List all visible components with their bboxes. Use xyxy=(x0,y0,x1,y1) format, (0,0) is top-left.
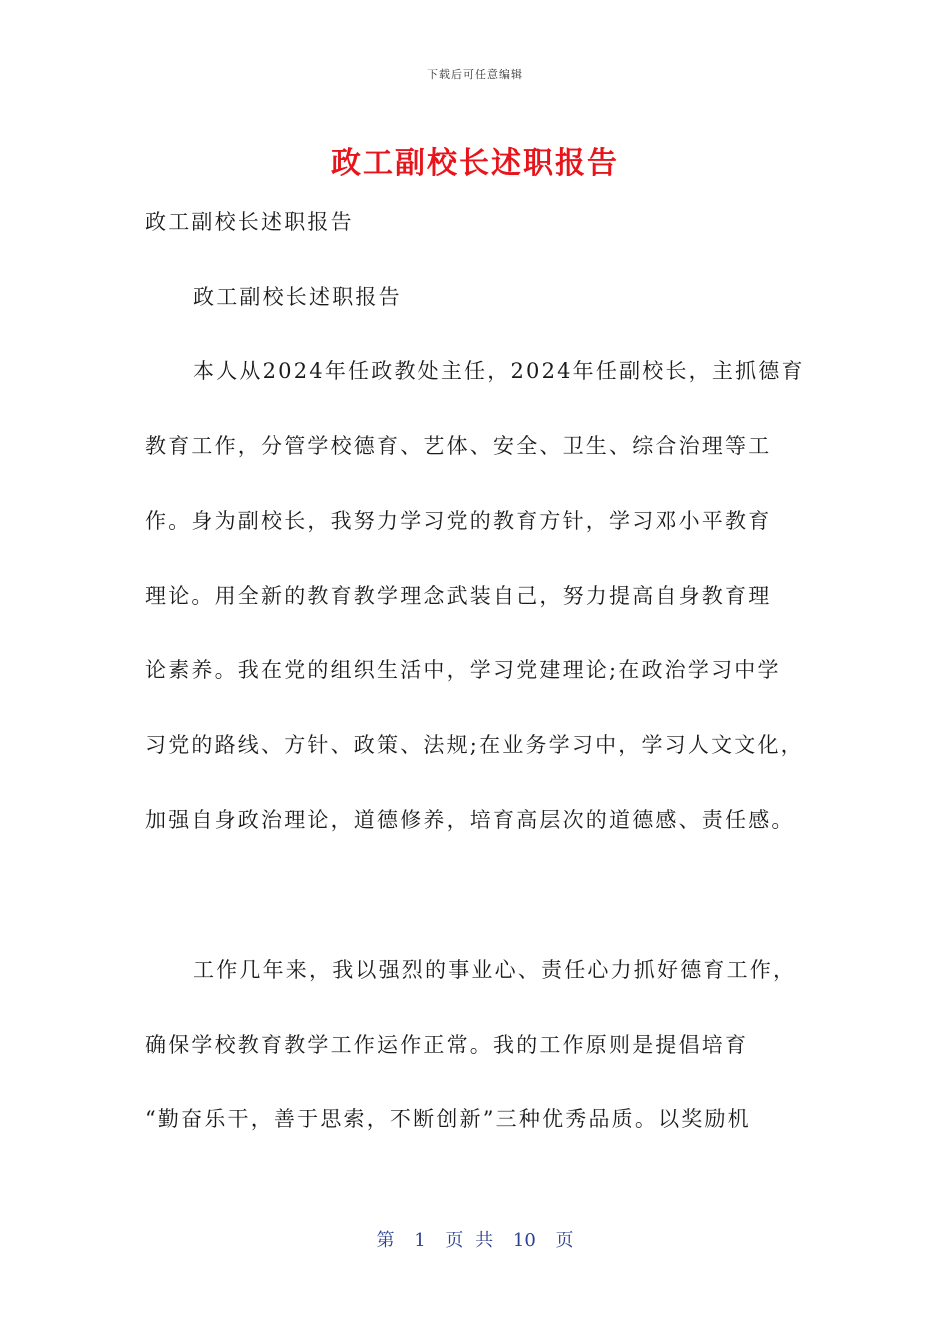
paragraph-line: 本人从2024年任政教处主任，2024年任副校长，主抓德育 xyxy=(193,359,805,383)
subtitle-line: 政工副校长述职报告 xyxy=(145,210,354,234)
footer-current-page: 1 xyxy=(414,1230,426,1251)
paragraph-line: 确保学校教育教学工作运作正常。我的工作原则是提倡培育 xyxy=(145,1033,749,1057)
header-note: 下载后可任意编辑 xyxy=(427,68,523,81)
paragraph-line: 作。身为副校长，我努力学习党的教育方针，学习邓小平教育 xyxy=(145,509,772,533)
paragraph-line: 教育工作，分管学校德育、艺体、安全、卫生、综合治理等工 xyxy=(145,434,772,458)
footer-suffix: 页 xyxy=(555,1230,574,1251)
paragraph-line: 习党的路线、方针、政策、法规;在业务学习中，学习人文文化， xyxy=(145,733,804,757)
footer-prefix: 第 xyxy=(376,1230,395,1251)
paragraph-line: “勤奋乐干，善于思索，不断创新”三种优秀品质。以奖励机 xyxy=(145,1107,751,1131)
footer-total-pages: 10 xyxy=(512,1230,536,1251)
paragraph-line: 加强自身政治理论，道德修养，培育高层次的道德感、责任感。 xyxy=(145,808,795,832)
paragraph-heading: 政工副校长述职报告 xyxy=(193,285,402,309)
page-footer xyxy=(0,1226,950,1252)
document-title: 政工副校长述职报告 xyxy=(331,146,619,181)
paragraph-line: 理论。用全新的教育教学理念武装自己，努力提高自身教育理 xyxy=(145,584,772,608)
paragraph-line: 论素养。我在党的组织生活中，学习党建理论;在政治学习中学 xyxy=(145,658,781,682)
paragraph-line: 工作几年来，我以强烈的事业心、责任心力抓好德育工作， xyxy=(193,958,797,982)
footer-middle: 页 共 xyxy=(445,1230,494,1251)
